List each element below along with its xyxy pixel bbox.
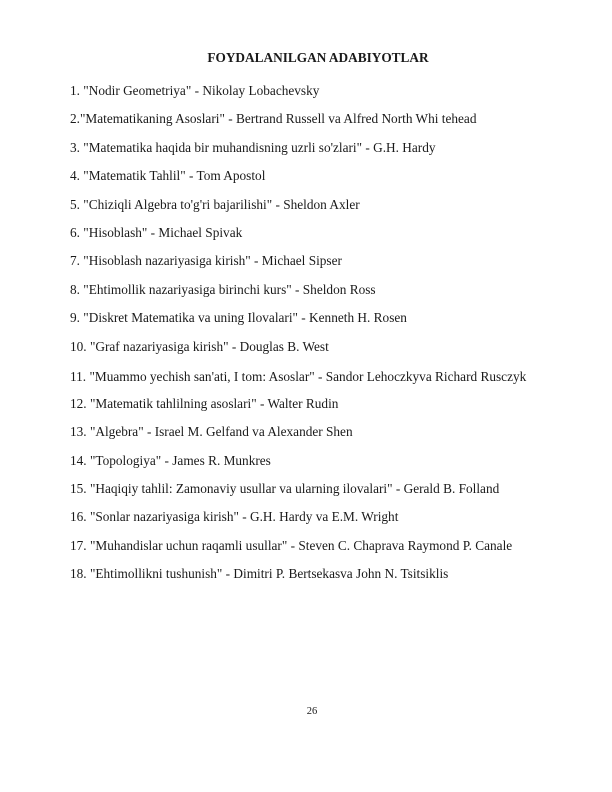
reference-item: 1. "Nodir Geometriya" - Nikolay Lobachevsky [70, 83, 320, 98]
reference-item: 12. "Matematik tahlilning asoslari" - Walter Rudin [70, 395, 339, 411]
page-title: FOYDALANILGAN ADABIYOTLAR [207, 50, 429, 65]
reference-item: 8. "Ehtimollik nazariyasiga birinchi kurs" - Sheldon Ross [70, 281, 376, 297]
reference-item: 4. "Matematik Tahlil" - Tom Apostol [70, 168, 266, 184]
reference-item: 15. "Haqiqiy tahlil: Zamonaviy usullar va ularning ilovalari" - Gerald B. Folland [70, 481, 500, 497]
reference-item: 5. "Chiziqli Algebra to'g'ri bajarilishi" - Sheldon Axler [70, 196, 360, 212]
reference-item: 2."Matematikaning Asoslari" - Bertrand Russell va Alfred North Whi tehead [70, 111, 477, 127]
page-number: 26 [306, 706, 318, 717]
reference-item: 16. "Sonlar nazariyasiga kirish" - G.H. Hardy va E.M. Wright [70, 509, 399, 525]
reference-item: 11. "Muammo yechish san'ati, I tom: Asoslar" - Sandor Lehoczkyva Richard Rusczyk [70, 368, 527, 384]
reference-item: 18. "Ehtimollikni tushunish" - Dimitri P. Bertsekasva John N. Tsitsiklis [70, 566, 449, 582]
reference-item: 6. "Hisoblash" - Michael Spivak [70, 224, 243, 240]
reference-list [70, 81, 550, 593]
reference-item: 13. "Algebra" - Israel M. Gelfand va Alexander Shen [70, 424, 353, 440]
reference-item: 17. "Muhandislar uchun raqamli usullar" - Steven C. Chaprava Raymond P. Canale [70, 537, 513, 553]
reference-item: 7. "Hisoblash nazariyasiga kirish" - Michael Sipser [70, 253, 342, 269]
reference-item: 14. "Topologiya" - James R. Munkres [70, 452, 271, 468]
reference-item: 9. "Diskret Matematika va uning Ilovalari" - Kenneth H. Rosen [70, 310, 407, 326]
reference-item: 10. "Graf nazariyasiga kirish" - Douglas B. West [70, 338, 329, 354]
reference-item: 3. "Matematika haqida bir muhandisning uzrli so'zlari" - G.H. Hardy [70, 139, 436, 155]
